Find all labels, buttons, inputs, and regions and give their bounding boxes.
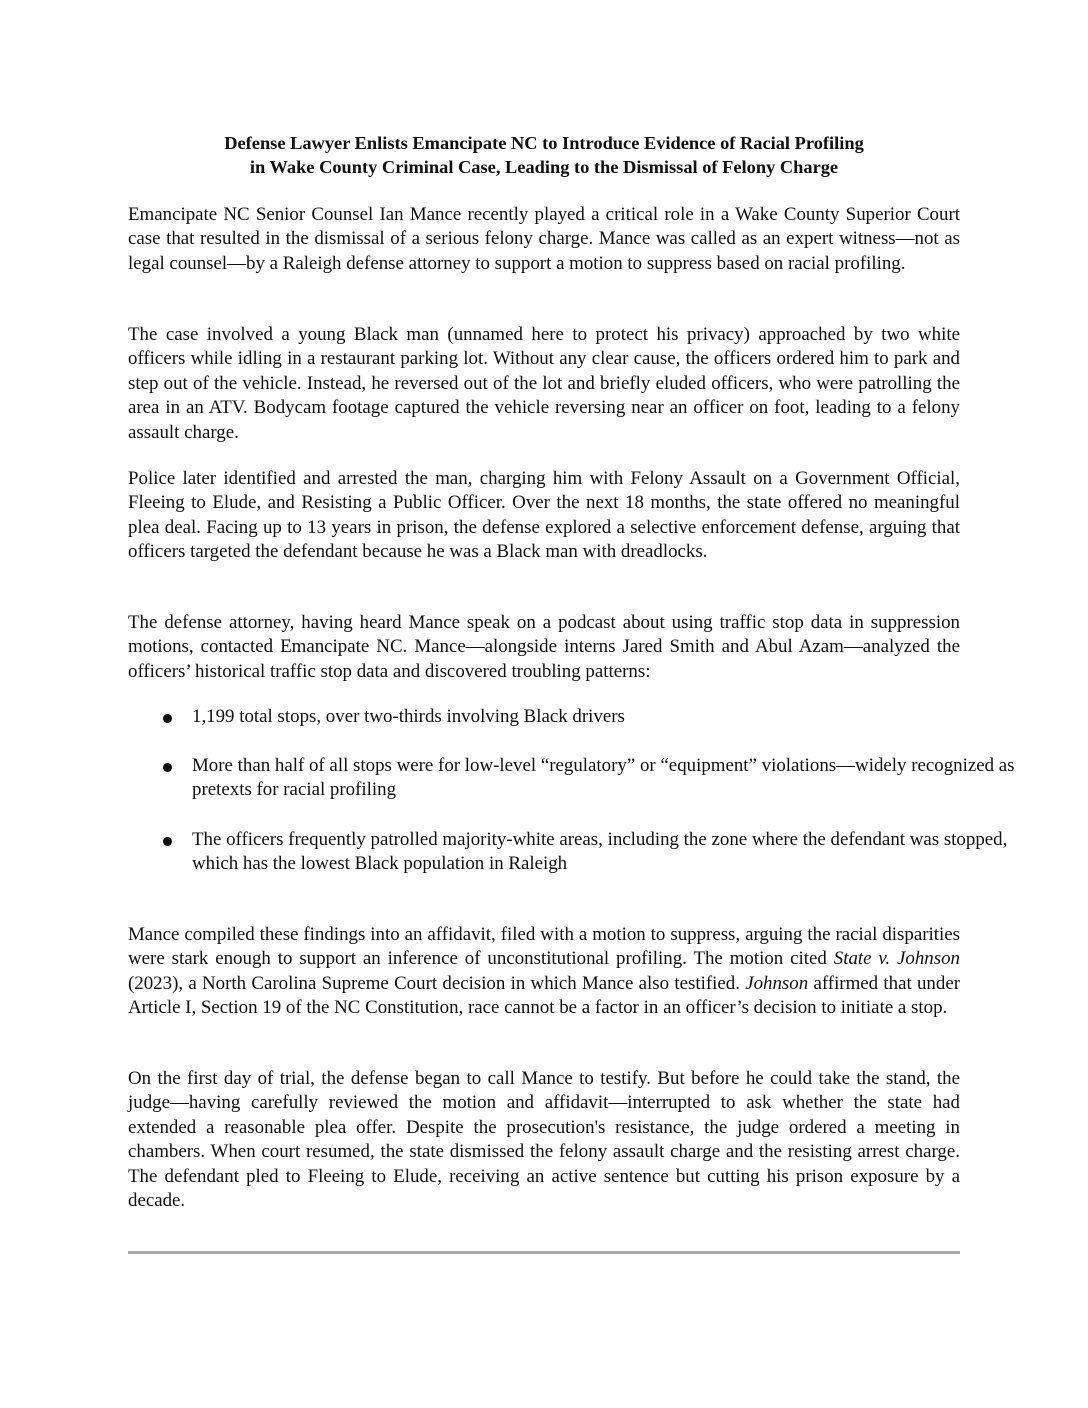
list-item-text: 1,199 total stops, over two-thirds involving Black drivers <box>192 706 625 727</box>
paragraph-affidavit-part-1: Mance compiled these findings into an affidavit, filed with a motion to suppress, arguing the racial disparities were stark enough to support an inference of unconstitutional profiling. The motion cited <box>128 924 960 970</box>
title-line-2: in Wake County Criminal Case, Leading to the Dismissal of Felony Charge <box>249 157 839 177</box>
case-citation: State v. Johnson <box>833 948 960 970</box>
paragraph-charges: Police later identified and arrested the man, charging him with Felony Assault on a Government Official, Fleeing to Elude, and Resisting a Public Officer. Over the next 18 months, the state offered no meaningful plea deal. Facing up to 13 years in prison, the defense explored a selective enforcement defense, arguing that officers targeted the defendant because he was a Black man with dreadlocks. <box>128 468 960 563</box>
list-item <box>128 705 1024 729</box>
paragraph-affidavit-part-2: (2023), a North Carolina Supreme Court decision in which Mance also testified. <box>128 972 746 994</box>
list-item <box>128 828 1024 877</box>
horizontal-divider <box>128 1251 960 1254</box>
paragraph-intro: Emancipate NC Senior Counsel Ian Mance recently played a critical role in a Wake County Superior Court case that resulted in the dismissal of a serious felony charge. Mance was called as an expert witness—not as legal counsel—by a Raleigh defense attorney to support a motion to suppress based on racial profiling. <box>128 204 960 274</box>
paragraph-affidavit <box>128 923 960 1021</box>
bullet-icon <box>163 714 172 723</box>
paragraph-affidavit-part-3: affirmed that under Article I, Section 19 of the NC Constitution, race cannot be a factor in an officer’s decision to initiate a stop. <box>128 972 960 1019</box>
bullet-icon <box>163 837 172 846</box>
paragraph-case-background: The case involved a young Black man (unnamed here to protect his privacy) approached by two white officers while idling in a restaurant parking lot. Without any clear cause, the officers ordered him to park and step out of the vehicle. Instead, he reversed out of the lot and briefly eluded officers, who were patrolling the area in an ATV. Bodycam footage captured the vehicle reversing near an officer on foot, leading to a felony assault charge. <box>128 324 960 443</box>
case-citation-short: Johnson <box>745 972 809 994</box>
title-line-1: Defense Lawyer Enlists Emancipate NC to Introduce Evidence of Racial Profiling <box>224 133 864 153</box>
list-item <box>128 754 1024 803</box>
bullet-icon <box>163 763 172 772</box>
paragraph-analysis: The defense attorney, having heard Mance speak on a podcast about using traffic stop data in suppression motions, contacted Emancipate NC. Mance—alongside interns Jared Smith and Abul Azam—analyzed the officers’ historical traffic stop data and discovered troubling patterns: <box>128 612 960 682</box>
paragraph-outcome: On the first day of trial, the defense began to call Mance to testify. But before he could take the stand, the judge—having carefully reviewed the motion and affidavit—interrupted to ask whether the state had extended a reasonable plea offer. Despite the prosecution's resistance, the judge ordered a meeting in chambers. When court resumed, the state dismissed the felony assault charge and the resisting arrest charge. The defendant pled to Fleeing to Elude, receiving an active sentence but cutting his prison exposure by a decade. <box>128 1068 960 1212</box>
list-item-text: The officers frequently patrolled majority-white areas, including the zone where the defendant was stopped, which has the lowest Black population in Raleigh <box>192 829 1008 875</box>
page-title <box>128 131 960 179</box>
list-item-text: More than half of all stops were for low-level “regulatory” or “equipment” violations—widely recognized as pretexts for racial profiling <box>192 755 1015 801</box>
